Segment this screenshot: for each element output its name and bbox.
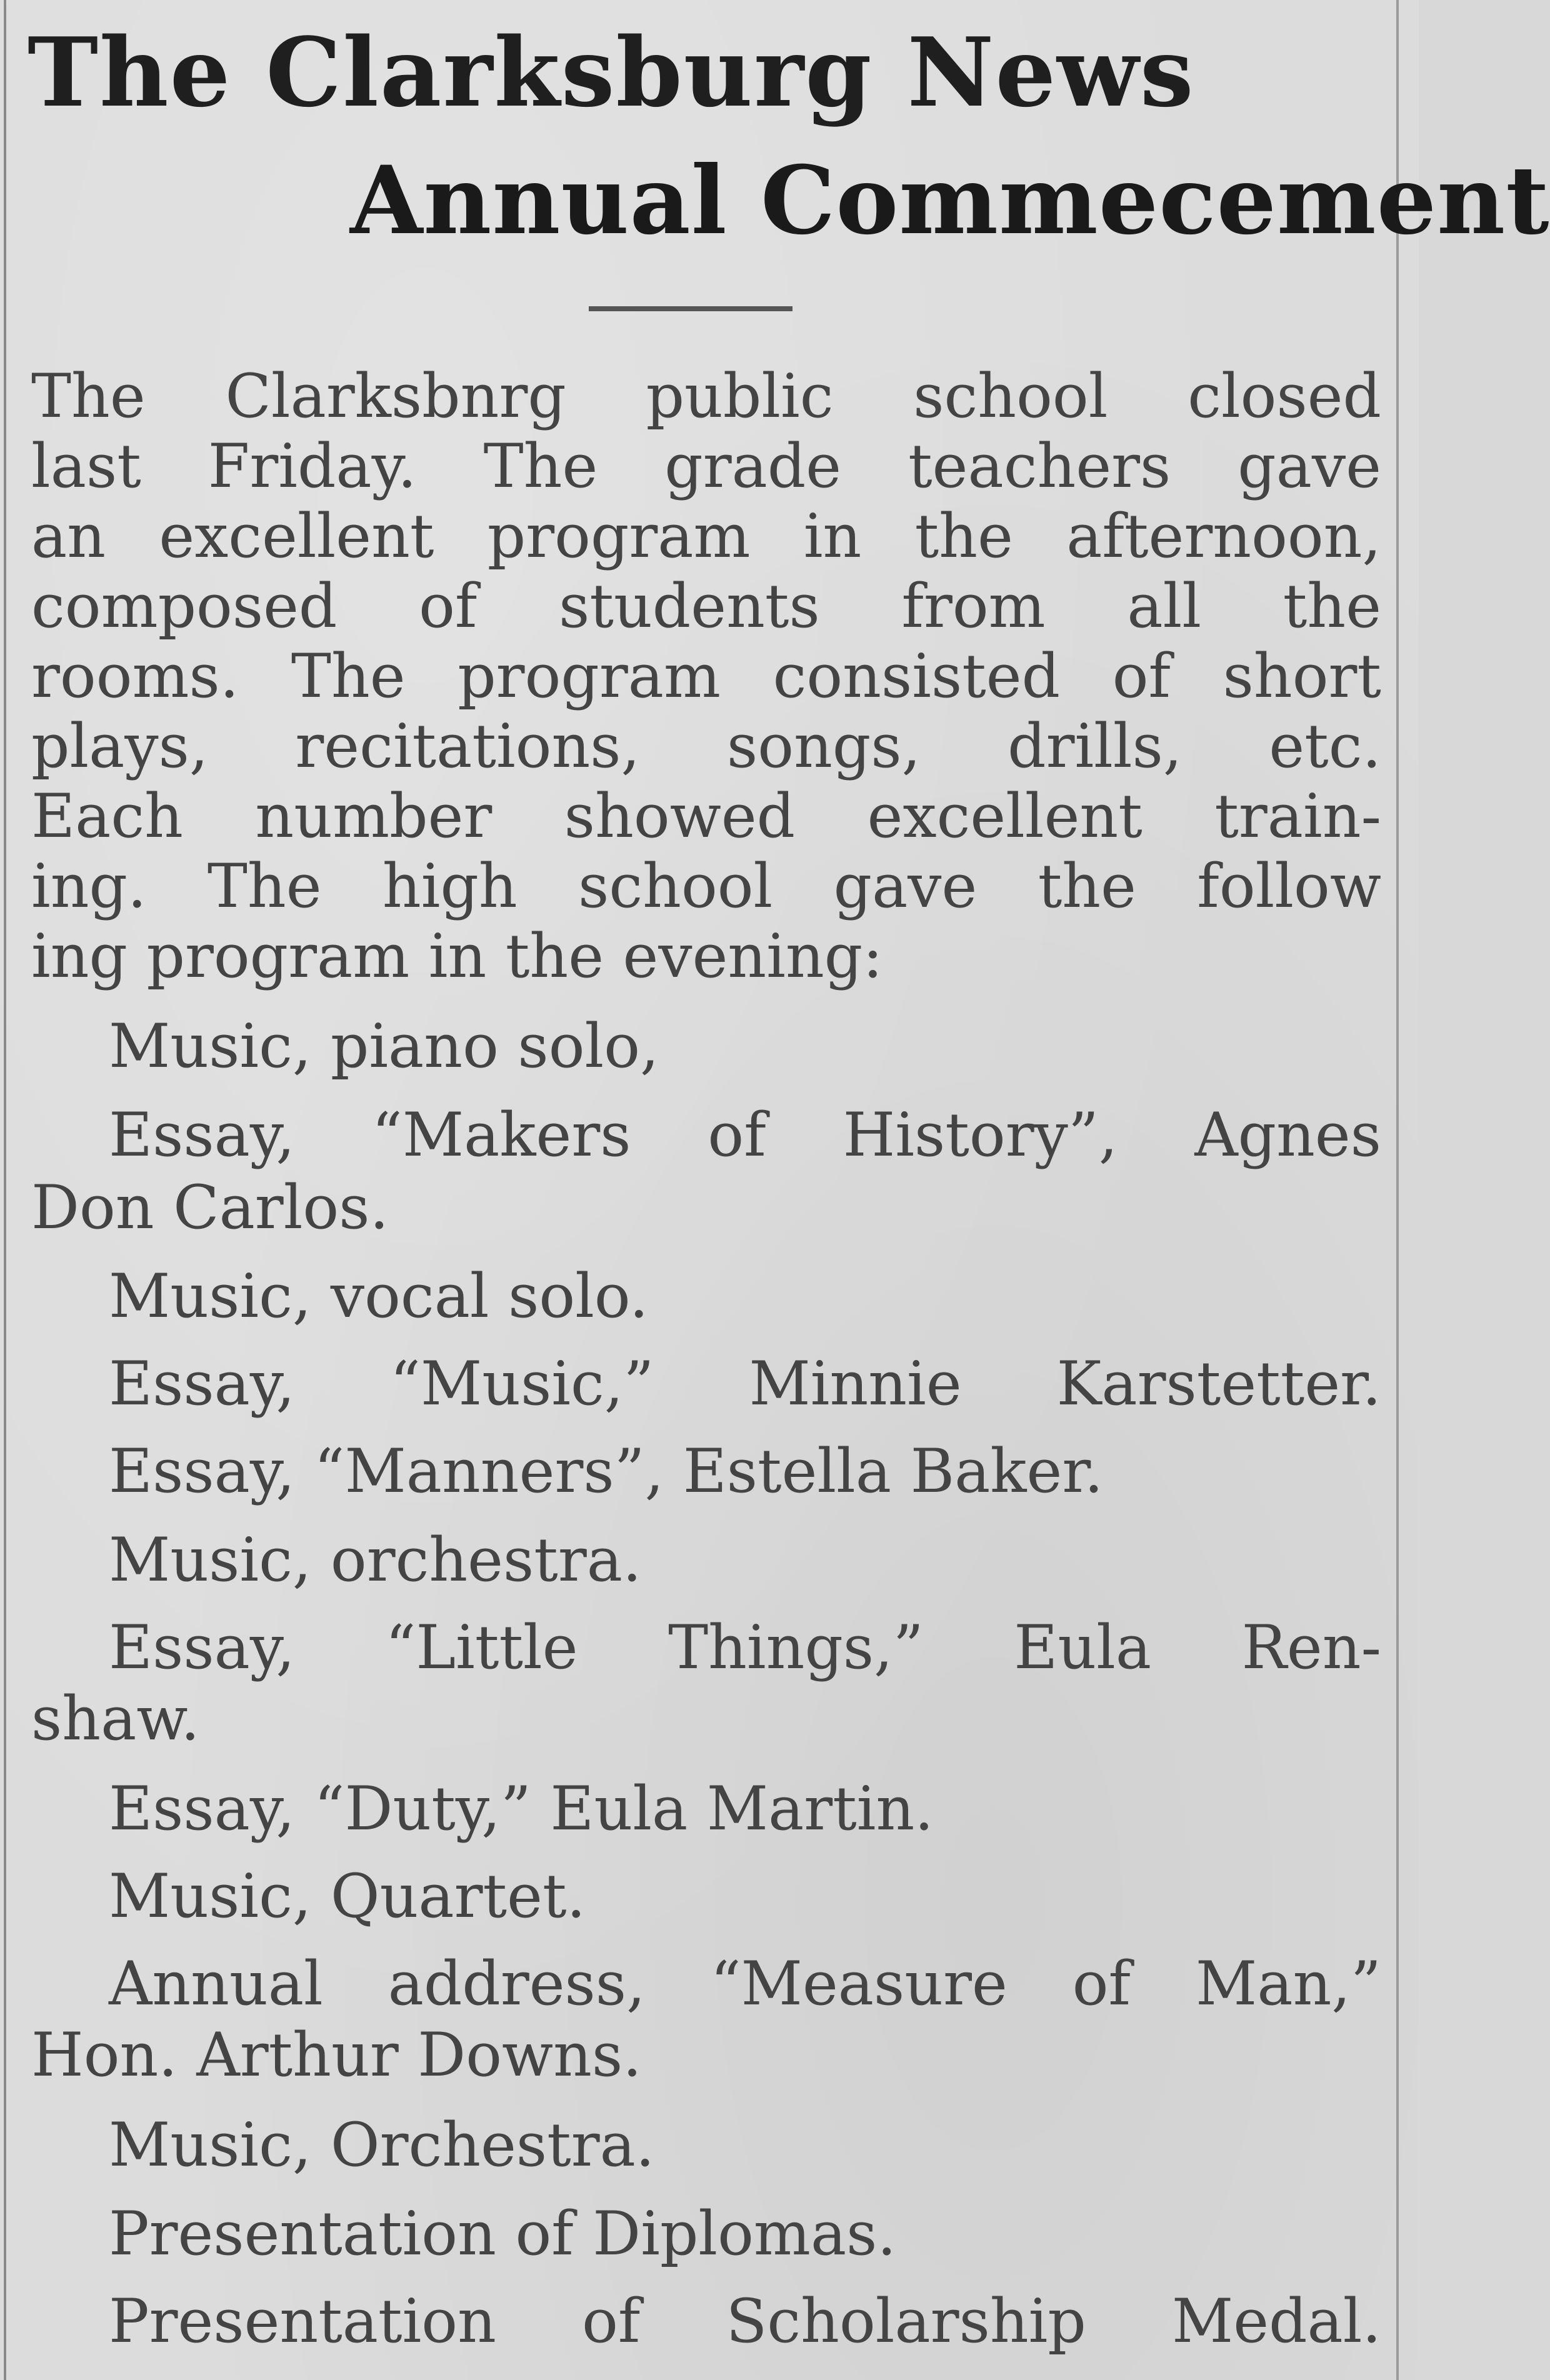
- intro-line-2: last Friday. The grade teachers gave: [31, 431, 1381, 501]
- program-item-essay-little-things: Essay, “Little Things,” Eula Ren-: [109, 1612, 1381, 1682]
- program-item-vocal-solo: Music, vocal solo.: [109, 1261, 649, 1331]
- intro-line-4: composed of students from all the: [31, 571, 1381, 641]
- program-item-annual-address: Annual address, “Measure of Man,”: [109, 1949, 1381, 2019]
- program-item-orchestra: Music, orchestra.: [109, 1525, 642, 1595]
- program-item-essay-makers-of-history: Essay, “Makers of History”, Agnes: [109, 1100, 1381, 1170]
- program-item-scholarship-medal: Presentation of Scholarship Medal.: [109, 2286, 1381, 2356]
- program-item-orchestra-2: Music, Orchestra.: [109, 2110, 655, 2180]
- article-headline: Annual Commecement: [350, 146, 1550, 256]
- column-rule-left: [4, 0, 6, 2380]
- program-item-annual-address-cont: Hon. Arthur Downs.: [31, 2020, 642, 2090]
- headline-divider: [589, 306, 792, 311]
- program-item-essay-duty: Essay, “Duty,” Eula Martin.: [109, 1774, 934, 1844]
- intro-line-6: plays, recitations, songs, drills, etc.: [31, 711, 1381, 781]
- program-item-essay-makers-of-history-cont: Don Carlos.: [31, 1172, 389, 1242]
- program-item-quartet: Music, Quartet.: [109, 1861, 586, 1931]
- intro-line-5: rooms. The program consisted of short: [31, 641, 1381, 711]
- intro-line-8: ing. The high school gave the follow: [31, 851, 1381, 921]
- intro-line-9: ing program in the evening:: [31, 921, 883, 991]
- newspaper-title: The Clarksburg News: [28, 16, 1195, 128]
- intro-line-7: Each number showed excellent train-: [31, 781, 1381, 851]
- program-item-essay-little-things-cont: shaw.: [31, 1684, 200, 1754]
- program-item-piano-solo: Music, piano solo,: [109, 1011, 659, 1081]
- intro-line-3: an excellent program in the afternoon,: [31, 501, 1381, 571]
- program-item-essay-manners: Essay, “Manners”, Estella Baker.: [109, 1436, 1104, 1506]
- program-item-diplomas: Presentation of Diplomas.: [109, 2199, 896, 2269]
- program-item-essay-music: Essay, “Music,” Minnie Karstetter.: [109, 1349, 1381, 1419]
- column-rule-right: [1396, 0, 1399, 2380]
- intro-line-1: The Clarksbnrg public school closed: [31, 361, 1381, 431]
